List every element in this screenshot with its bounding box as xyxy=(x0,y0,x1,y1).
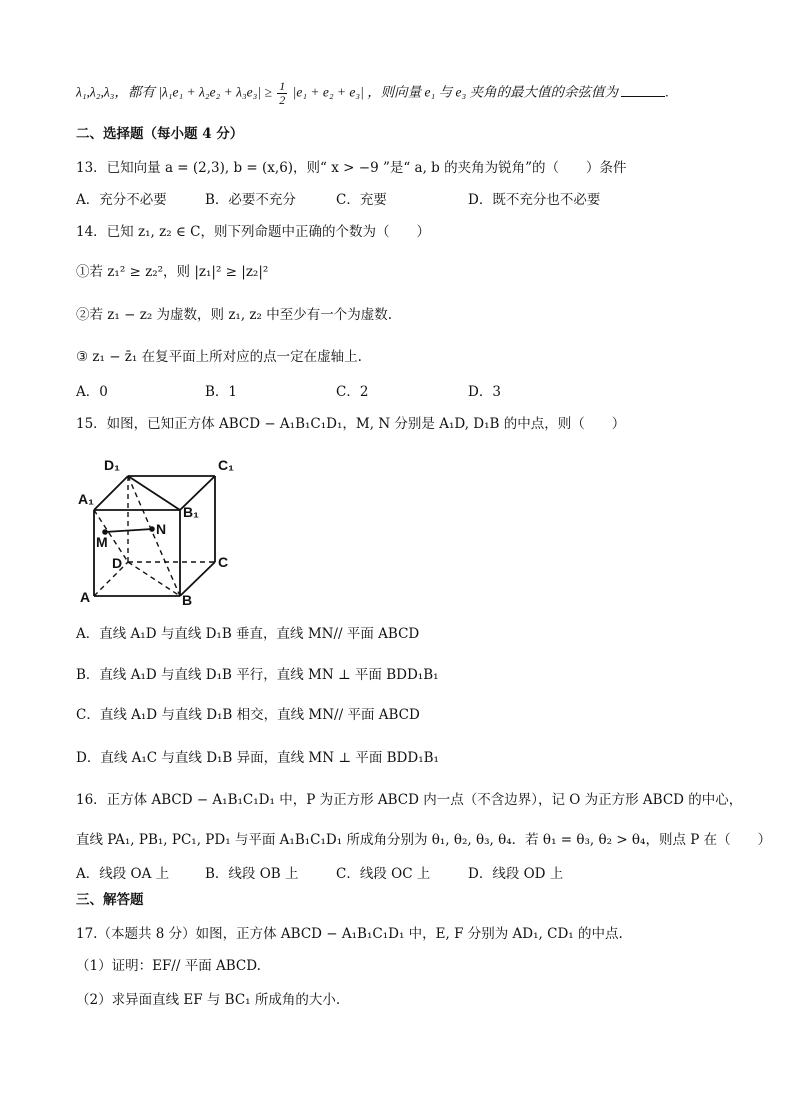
q12-tail-line xyxy=(76,80,669,107)
q14-statement-2: ②若 z₁ − z₂ 为虚数，则 z₁, z₂ 中至少有一个为虚数. xyxy=(76,307,393,323)
cube-figure xyxy=(76,452,236,608)
q12-expr-right: |e₁ + e₂ + e₃| xyxy=(292,84,364,100)
label-c1: C₁ xyxy=(218,457,234,473)
q14-stem: 14．已知 z₁, z₂ ∈ C，则下列命题中正确的个数为（ ） xyxy=(76,224,431,240)
q15-option-c[interactable]: C．直线 A₁D 与直线 D₁B 相交，直线 MN// 平面 ABCD xyxy=(76,707,420,723)
q13-option-a[interactable]: A．充分不必要 xyxy=(76,192,167,208)
q15-stem: 15．如图，已知正方体 ABCD − A₁B₁C₁D₁，M, N 分别是 A₁D, D₁B 的中点，则（ ） xyxy=(76,416,626,432)
section-2-heading: 二、选择题（每小题 4 分） xyxy=(76,126,244,142)
label-a1: A₁ xyxy=(78,491,94,507)
q14-option-c[interactable]: C．2 xyxy=(336,384,369,400)
q16-option-c[interactable]: C．线段 OC 上 xyxy=(336,866,431,882)
q12-fraction xyxy=(277,80,287,107)
q17-part-1: （1）证明：EF// 平面 ABCD. xyxy=(76,958,261,974)
q12-suffix: ，则向量 e₁ 与 e₃ 夹角的最大值的余弦值为 xyxy=(367,84,619,100)
q13-stem: 13．已知向量 a = (2,3), b = (x,6)，则“ x > −9 ”是“ a, b 的夹角为锐角”的（ ）条件 xyxy=(76,160,627,176)
q14-statement-1: ①若 z₁² ≥ z₂²，则 |z₁|² ≥ |z₂|² xyxy=(76,264,269,280)
q12-expr-left: |λ₁e₁ + λ₂e₂ + λ₃e₃| ≥ xyxy=(158,84,272,100)
label-d1: D₁ xyxy=(104,457,120,473)
label-b: B xyxy=(182,592,193,608)
q17-stem: 17.（本题共 8 分）如图，正方体 ABCD − A₁B₁C₁D₁ 中，E, F 分别为 AD₁, CD₁ 的中点. xyxy=(76,926,623,942)
q15-option-d[interactable]: D．直线 A₁C 与直线 D₁B 异面，直线 MN ⊥ 平面 BDD₁B₁ xyxy=(76,750,439,766)
q14-statement-3: ③ z₁ − z̄₁ 在复平面上所对应的点一定在虚轴上. xyxy=(76,349,362,365)
q16-option-d[interactable]: D．线段 OD 上 xyxy=(468,866,564,882)
q15-option-a[interactable]: A．直线 A₁D 与直线 D₁B 垂直，直线 MN// 平面 ABCD xyxy=(76,626,420,642)
section-3-heading: 三、解答题 xyxy=(76,892,144,908)
q12-frac-num: 1 xyxy=(279,79,286,93)
q12-end: . xyxy=(665,84,669,100)
point-n xyxy=(149,526,155,532)
label-a: A xyxy=(80,589,91,605)
q16-option-a[interactable]: A．线段 OA 上 xyxy=(76,866,170,882)
label-m: M xyxy=(96,534,108,550)
q13-options xyxy=(76,190,716,210)
label-b1: B₁ xyxy=(183,504,199,520)
q13-option-b[interactable]: B．必要不充分 xyxy=(205,192,296,208)
q16-option-b[interactable]: B．线段 OB 上 xyxy=(205,866,299,882)
q12-frac-den: 2 xyxy=(279,93,286,107)
edge-a-d xyxy=(94,562,128,596)
label-n: N xyxy=(156,521,167,537)
q16-stem-line-2: 直线 PA₁, PB₁, PC₁, PD₁ 与平面 A₁B₁C₁D₁ 所成角分别为 θ₁, θ₂, θ₃, θ₄．若 θ₁ = θ₃, θ₂ > θ₄，则点 P 在（ ） xyxy=(76,832,772,848)
q12-prefix: λ₁,λ₂,λ₃，都有 xyxy=(76,84,155,100)
edge-a1-d1 xyxy=(94,476,128,510)
q14-options xyxy=(76,382,716,402)
q15-option-b[interactable]: B．直线 A₁D 与直线 D₁B 平行，直线 MN ⊥ 平面 BDD₁B₁ xyxy=(76,667,439,683)
q17-part-2: （2）求异面直线 EF 与 BC₁ 所成角的大小. xyxy=(76,992,341,1008)
q16-stem-line-1: 16．正方体 ABCD − A₁B₁C₁D₁ 中，P 为正方形 ABCD 内一点（不含边界），记 O 为正方形 ABCD 的中心， xyxy=(76,792,743,808)
q14-option-a[interactable]: A．0 xyxy=(76,384,108,400)
label-d: D xyxy=(112,555,123,571)
q14-option-b[interactable]: B．1 xyxy=(205,384,238,400)
answer-blank[interactable] xyxy=(621,82,665,97)
q16-options xyxy=(76,864,716,884)
q13-option-c[interactable]: C．充要 xyxy=(336,192,387,208)
edge-b-c xyxy=(180,562,215,596)
label-c: C xyxy=(218,554,229,570)
q14-option-d[interactable]: D．3 xyxy=(468,384,501,400)
q13-option-d[interactable]: D．既不充分也不必要 xyxy=(468,192,601,208)
